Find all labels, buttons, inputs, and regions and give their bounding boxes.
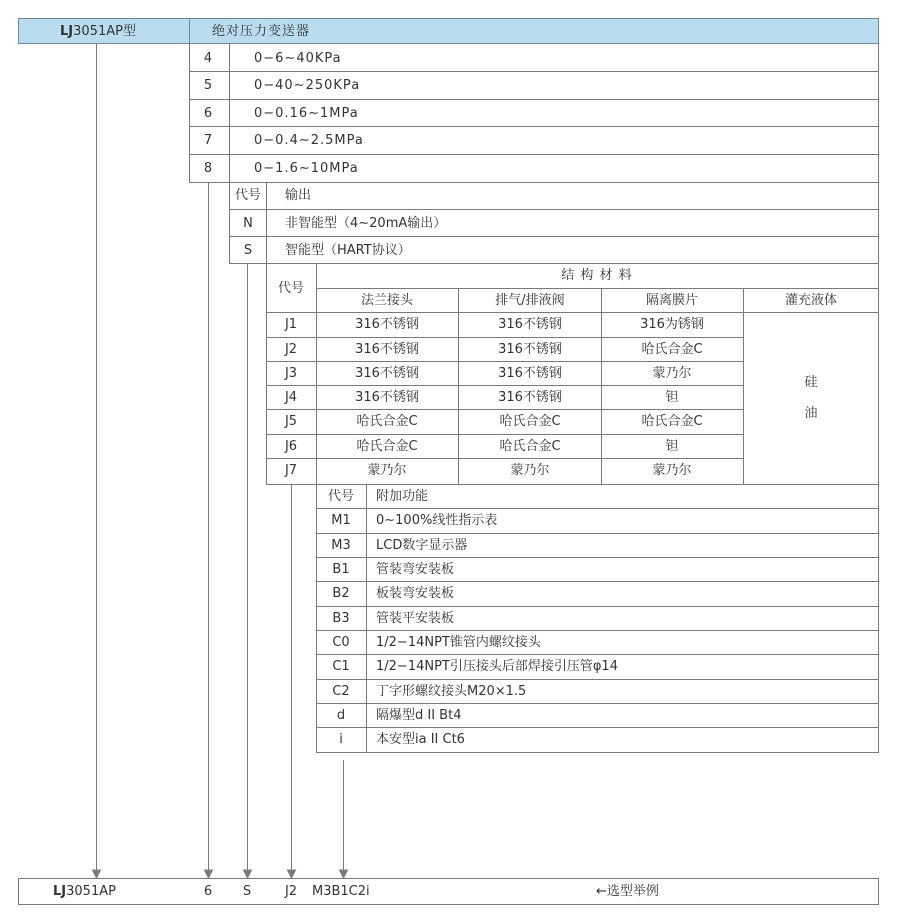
example-label: ←选型举例 (596, 884, 659, 899)
example-model-suffix: 3051AP (66, 884, 116, 899)
material-valve: 哈氏合金C (499, 414, 561, 429)
material-flange: 316不锈钢 (355, 390, 419, 405)
addon-text: 1/2−14NPT引压接头后部焊接引压管φ14 (376, 659, 618, 674)
addon-text: 板装弯安装板 (376, 586, 455, 601)
addon-text: 本安型ia II Ct6 (376, 732, 465, 747)
range-value: 0−0.4∼2.5MPa (254, 133, 364, 148)
header-model-prefix: LJ (60, 24, 74, 39)
material-valve: 316不锈钢 (498, 317, 562, 332)
material-flange: 蒙乃尔 (367, 463, 407, 478)
material-flange: 316不锈钢 (355, 342, 419, 357)
material-diaphragm: 钽 (665, 390, 679, 405)
material-diaphragm: 蒙乃尔 (652, 366, 692, 381)
header-title: 绝对压力变送器 (212, 24, 311, 39)
material-col-flange: 法兰接头 (360, 293, 414, 308)
material-diaphragm: 哈氏合金C (641, 342, 703, 357)
material-col-valve: 排气/排液阀 (495, 293, 565, 308)
header-model (60, 25, 136, 38)
addon-code: M1 (331, 513, 351, 528)
range-value: 0−40∼250KPa (254, 78, 361, 93)
addon-code: C1 (332, 659, 350, 674)
example-material: J2 (284, 884, 298, 899)
addon-code: d (336, 708, 346, 723)
material-code: J5 (284, 414, 298, 429)
range-value: 0−1.6∼10MPa (254, 161, 359, 176)
material-col-diaphragm: 隔离膜片 (645, 293, 699, 308)
example-output: S (242, 884, 252, 899)
material-col-fill: 灌充液体 (784, 293, 838, 308)
range-code: 5 (203, 78, 213, 93)
addon-code-header: 代号 (327, 489, 355, 504)
output-header: 输出 (285, 188, 312, 203)
material-valve: 316不锈钢 (498, 342, 562, 357)
fill-liquid-char-1: 硅 (804, 375, 818, 390)
addon-code: B2 (332, 586, 350, 601)
output-code: S (243, 243, 253, 258)
material-flange: 哈氏合金C (356, 439, 418, 454)
range-code: 4 (203, 51, 213, 66)
addon-code: B3 (332, 611, 350, 626)
material-valve: 哈氏合金C (499, 439, 561, 454)
addon-code: C2 (332, 684, 350, 699)
material-code: J6 (284, 439, 298, 454)
material-valve: 316不锈钢 (498, 366, 562, 381)
example-range: 6 (203, 884, 213, 899)
addon-header: 附加功能 (376, 489, 429, 504)
output-code: N (243, 216, 253, 231)
range-code: 8 (203, 161, 213, 176)
range-value: 0−6∼40KPa (254, 51, 342, 66)
addon-code: i (339, 732, 343, 747)
range-code: 7 (203, 133, 213, 148)
material-code: J3 (284, 366, 298, 381)
material-diaphragm: 钽 (665, 439, 679, 454)
addon-text: 管装弯安装板 (376, 562, 455, 577)
addon-code: B1 (332, 562, 350, 577)
addon-text: LCD数字显示器 (376, 538, 468, 553)
material-group-header: 结 构 材 料 (561, 268, 633, 283)
addon-text: 1/2−14NPT锥管内螺纹接头 (376, 635, 541, 650)
range-code: 6 (203, 106, 213, 121)
example-addons: M3B1C2i (312, 884, 370, 899)
material-code: J4 (284, 390, 298, 405)
material-diaphragm: 316为锈钢 (640, 317, 704, 332)
material-flange: 316不锈钢 (355, 366, 419, 381)
addon-text: 0∼100%线性指示表 (376, 513, 498, 528)
addon-text: 管装平安装板 (376, 611, 455, 626)
example-model-prefix: LJ (53, 884, 67, 899)
example-model (53, 885, 116, 898)
addon-text: 丁字形螺纹接头M20×1.5 (376, 684, 527, 699)
material-code: J1 (284, 317, 298, 332)
output-code-header: 代号 (234, 188, 262, 203)
material-valve: 蒙乃尔 (510, 463, 550, 478)
material-flange: 316不锈钢 (355, 317, 419, 332)
addon-code: M3 (331, 538, 351, 553)
material-code: J7 (284, 463, 298, 478)
material-diaphragm: 哈氏合金C (641, 414, 703, 429)
material-flange: 哈氏合金C (356, 414, 418, 429)
output-text: 非智能型（4∼20mA输出） (285, 216, 447, 231)
output-text: 智能型（HART协议） (285, 243, 411, 258)
material-diaphragm: 蒙乃尔 (652, 463, 692, 478)
addon-code: C0 (332, 635, 350, 650)
material-valve: 316不锈钢 (498, 390, 562, 405)
material-code-header: 代号 (277, 281, 305, 296)
header-model-suffix: 3051AP型 (73, 24, 136, 39)
addon-text: 隔爆型d II Bt4 (376, 708, 462, 723)
material-code: J2 (284, 342, 298, 357)
fill-liquid-char-2: 油 (804, 406, 818, 421)
range-value: 0−0.16∼1MPa (254, 106, 359, 121)
